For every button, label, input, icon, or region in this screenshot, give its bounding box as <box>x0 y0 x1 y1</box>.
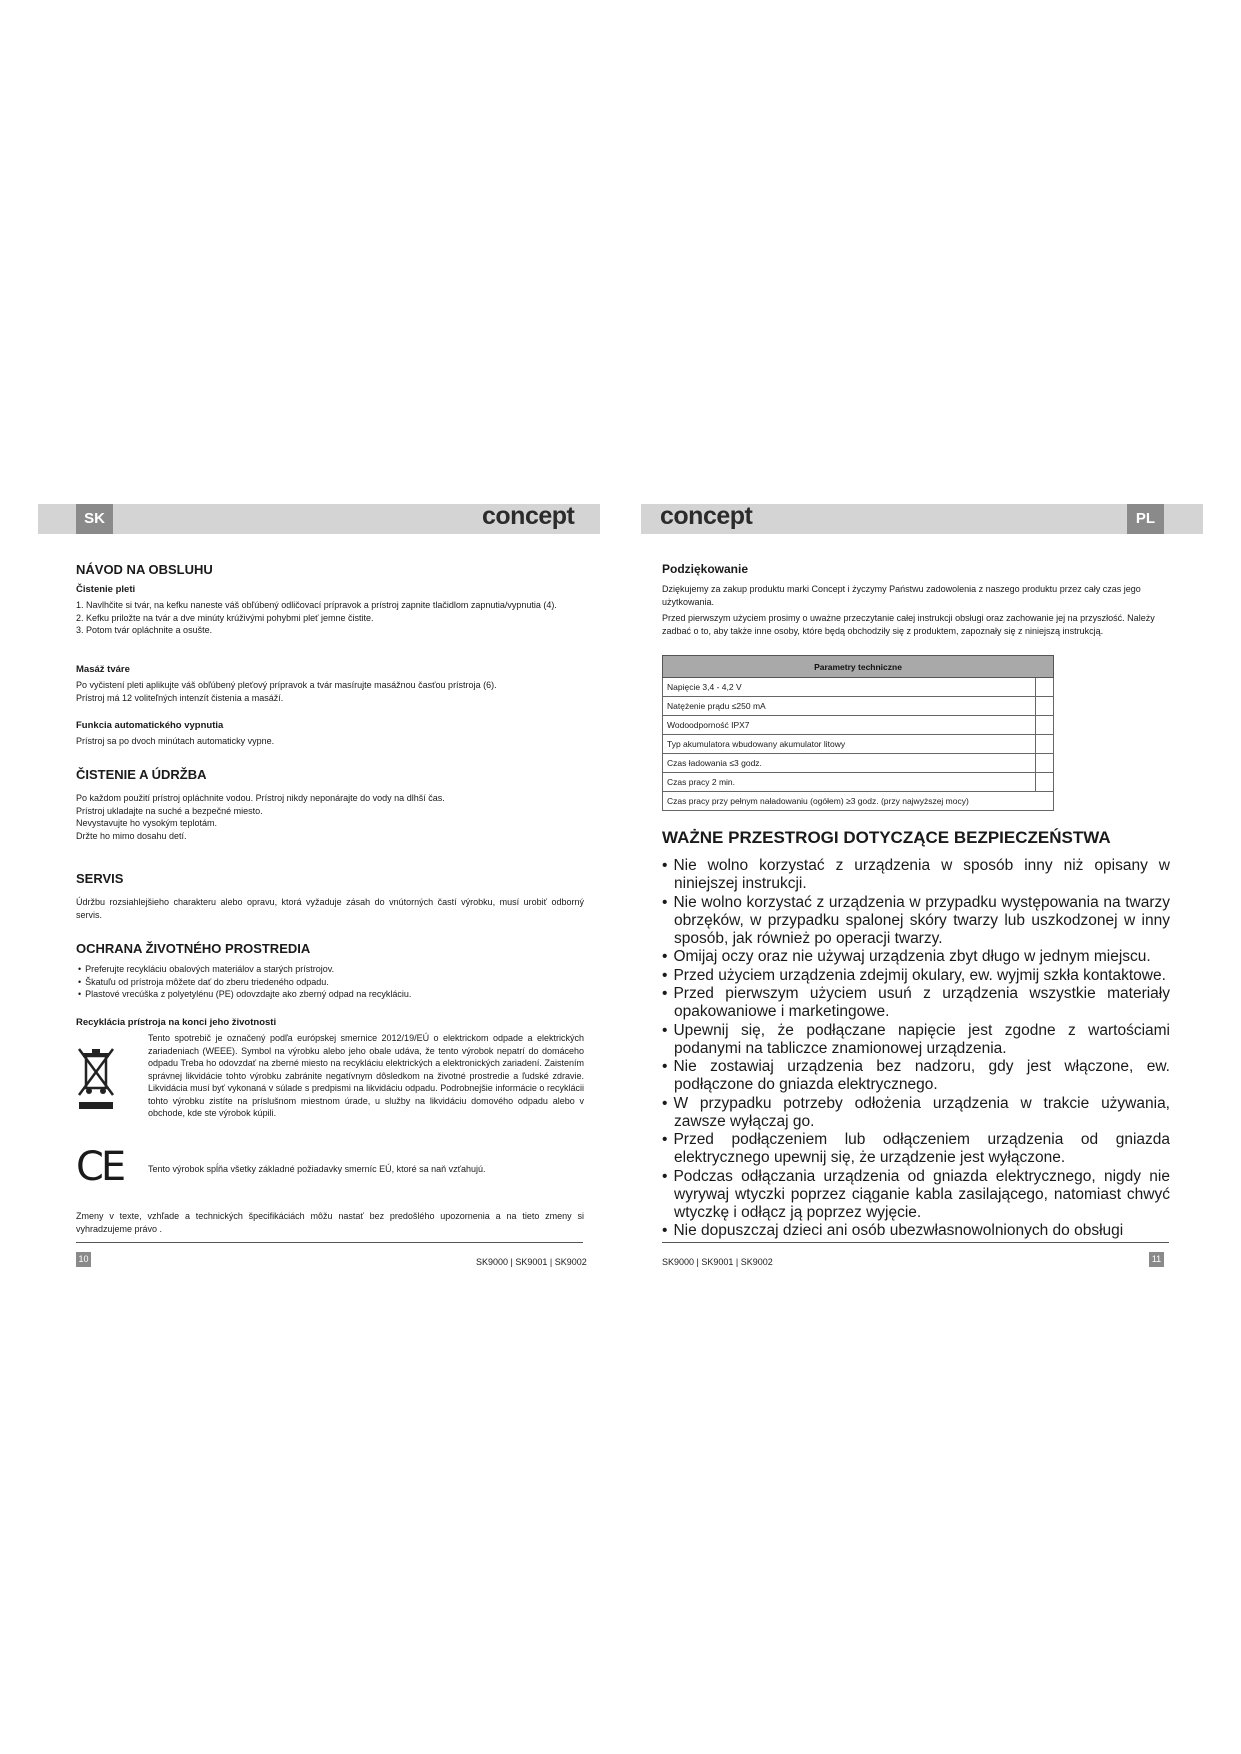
changes-notice: Zmeny v texte, vzhľade a technických špecifikáciách môžu nastať bez predošlého upozornenia a na tieto zmeny si vyhradzujeme právo . <box>76 1211 584 1234</box>
recycle-text: Tento spotrebič je označený podľa európskej smernice 2012/19/EÚ o elektrickom odpade a elektrických zariadeniach (WEEE). Symbol na výrobku alebo jeho obale udáva, že tento výrobok nepatrí do domáceho odpadu Treba ho odovzdať na zberné miesto na recykláciu elektrických a elektronických zariadení. Zaistením správnej likvidácie tohto výrobku zabránite negatívnym dôsledkom na životné prostredie a ľudské zdravie. Likvidácia musí byť vykonaná v súlade s predpismi na likvidáciu odpadu. Podrobnejšie informácie o recyklácii tohto výrobku zistíte na príslušnom miestnom úrade, u služby na likvidáciu domového odpadu alebo v obchode, kde ste výrobok kúpili. <box>148 1033 584 1118</box>
table-row <box>663 735 1054 754</box>
cleaning-heading: Čistenie pleti <box>76 584 136 595</box>
massage-line: Prístroj má 12 voliteľných intenzít čistenia a masáží. <box>76 692 284 703</box>
table-row <box>663 754 1054 773</box>
table-row <box>663 678 1054 697</box>
environment-title: OCHRANA ŽIVOTNÉHO PROSTREDIA <box>76 941 311 956</box>
warning-item: • Nie wolno korzystać z urządzenia w przypadku występowania na twarzy obrzęków, w przypadku spalonej skóry twarzy lub uszkodzonej w inny sposób, jak również po operacji twarzy. <box>662 894 1170 948</box>
table-row <box>663 716 1054 735</box>
language-badge-pl: PL <box>1127 504 1164 534</box>
table-cell: Typ akumulatora wbudowany akumulator litowy <box>663 735 1036 754</box>
auto-off-text: Prístroj sa po dvoch minútach automaticky vypne. <box>76 736 275 746</box>
table-cell: Czas pracy 2 min. <box>663 773 1036 792</box>
model-numbers-left: SK9000 | SK9001 | SK9002 <box>476 1257 587 1267</box>
page-title: NÁVOD NA OBSLUHU <box>76 562 213 577</box>
table-cell: Czas ładowania ≤3 godz. <box>663 754 1036 773</box>
massage-text <box>76 679 584 704</box>
table-cell-empty <box>1036 735 1054 754</box>
ce-mark-icon: CE <box>76 1144 124 1190</box>
environment-item: • Preferujte recykláciu obalových materiálov a starých prístrojov. <box>76 963 584 976</box>
massage-line: Po vyčistení pleti aplikujte váš obľúbený pleťový prípravok a tvár masírujte masážnou časťou prístroja (6). <box>76 680 497 690</box>
page-number-left: 10 <box>76 1252 91 1267</box>
before-use-text: Przed pierwszym użyciem prosimy o uważne przeczytanie całej instrukcji obsługi oraz zachowanie jej na przyszłość. Należy zadbać o to, aby także inne osoby, które będą obchodziły się z produktem, zapoznały się z niniejszą instrukcją. <box>662 613 1155 636</box>
cleaning-steps <box>76 599 584 637</box>
maintenance-text <box>76 792 584 842</box>
auto-off-heading: Funkcia automatického vypnutia <box>76 720 224 731</box>
warning-item: • Podczas odłączania urządzenia od gniazda elektrycznego, nigdy nie wyrywaj wtyczki poprzez ciąganie kabla zasilającego, natomiast chwyć wtyczkę i odłącz ją poprzez wyjęcie. <box>662 1168 1170 1222</box>
table-cell-empty <box>1036 697 1054 716</box>
table-cell: Wodoodporność IPX7 <box>663 716 1036 735</box>
table-cell-empty <box>1036 716 1054 735</box>
thanks-text: Dziękujemy za zakup produktu marki Concept i życzymy Państwu zadowolenia z naszego produktu przez cały czas jego użytkowania. <box>662 584 1141 607</box>
service-title: SERVIS <box>76 871 124 886</box>
thanks-title: Podziękowanie <box>662 562 749 576</box>
maintenance-line: Držte ho mimo dosahu detí. <box>76 830 187 841</box>
page-number-right: 11 <box>1149 1252 1164 1267</box>
warning-item: • Nie wolno korzystać z urządzenia w sposób inny niż opisany w niniejszej instrukcji. <box>662 857 1170 893</box>
table-title: Parametry techniczne <box>663 656 1054 678</box>
technical-parameters-table <box>662 655 1054 811</box>
cleaning-step: 3. Potom tvár opláchnite a osušte. <box>76 625 213 635</box>
environment-item: • Plastové vrecúška z polyetylénu (PE) odovzdajte ako zberný odpad na recykláciu. <box>76 988 584 1001</box>
warning-item: • Omijaj oczy oraz nie używaj urządzenia zbyt długo w jednym miejscu. <box>662 948 1170 966</box>
brand-logo-left: concept <box>482 502 575 530</box>
model-numbers-right: SK9000 | SK9001 | SK9002 <box>662 1257 773 1267</box>
recycle-heading: Recyklácia prístroja na konci jeho životnosti <box>76 1017 277 1028</box>
table-row <box>663 773 1054 792</box>
warning-item: • Upewnij się, że podłączane napięcie jest zgodne z wartościami podanymi na tabliczce znamionowej urządzenia. <box>662 1022 1170 1058</box>
table-cell: Natężenie prądu ≤250 mA <box>663 697 1036 716</box>
footer-rule-right <box>662 1242 1169 1243</box>
maintenance-line: Nevystavujte ho vysokým teplotám. <box>76 818 218 828</box>
language-badge-sk: SK <box>76 504 113 534</box>
table-cell-empty <box>1036 678 1054 697</box>
warning-item: • Przed podłączeniem lub odłączeniem urządzenia od gniazda elektrycznego upewnij się, że urządzenie jest wyłączone. <box>662 1131 1170 1167</box>
cleaning-step: 2. Kefku priložte na tvár a dve minúty krúživými pohybmi pleť jemne čistite. <box>76 612 374 623</box>
table-cell-empty <box>1036 773 1054 792</box>
table-row <box>663 792 1054 811</box>
maintenance-title: ČISTENIE A ÚDRŽBA <box>76 767 207 782</box>
table-cell: Napięcie 3,4 - 4,2 V <box>663 678 1036 697</box>
table-cell: Czas pracy przy pełnym naładowaniu (ogółem) ≥3 godz. (przy najwyższej mocy) <box>663 792 1054 811</box>
massage-heading: Masáž tváre <box>76 664 130 675</box>
footer-rule-left <box>76 1242 583 1243</box>
table-cell-empty <box>1036 754 1054 773</box>
service-text: Údržbu rozsiahlejšieho charakteru alebo opravu, ktorá vyžaduje zásah do vnútorných častí výrobku, musí urobiť odborný servis. <box>76 897 584 920</box>
safety-warnings-title: WAŻNE PRZESTROGI DOTYCZĄCE BEZPIECZEŃSTWA <box>662 828 1111 847</box>
maintenance-line: Po každom použití prístroj opláchnite vodou. Prístroj nikdy neponárajte do vody na dlhší čas. <box>76 793 445 803</box>
safety-warnings-list <box>662 857 1170 1241</box>
maintenance-line: Prístroj ukladajte na suché a bezpečné miesto. <box>76 805 263 816</box>
cleaning-step: 1. Navlhčite si tvár, na kefku naneste váš obľúbený odličovací prípravok a prístroj zapnite tlačidlom zapnutia/vypnutia (4). <box>76 600 557 610</box>
brand-logo-right: concept <box>660 502 753 530</box>
environment-item: • Škatuľu od prístroja môžete dať do zberu triedeného odpadu. <box>76 976 584 989</box>
ce-text: Tento výrobok spĺňa všetky základné požiadavky smerníc EÚ, ktoré sa naň vzťahujú. <box>148 1164 486 1174</box>
environment-list <box>76 963 584 1001</box>
warning-item: • Nie zostawiaj urządzenia bez nadzoru, gdy jest włączone, ew. podłączone do gniazda elektrycznego. <box>662 1058 1170 1094</box>
warning-item: • Przed użyciem urządzenia zdejmij okulary, ew. wyjmij szkła kontaktowe. <box>662 967 1170 985</box>
weee-bin-icon <box>76 1046 116 1112</box>
warning-item: • W przypadku potrzeby odłożenia urządzenia w trakcie używania, zawsze wyłączaj go. <box>662 1095 1170 1131</box>
table-row <box>663 697 1054 716</box>
warning-item: • Nie dopuszczaj dzieci ani osób ubezwłasnowolnionych do obsługi <box>662 1222 1170 1240</box>
warning-item: • Przed pierwszym użyciem usuń z urządzenia wszystkie materiały opakowaniowe i marketingowe. <box>662 985 1170 1021</box>
